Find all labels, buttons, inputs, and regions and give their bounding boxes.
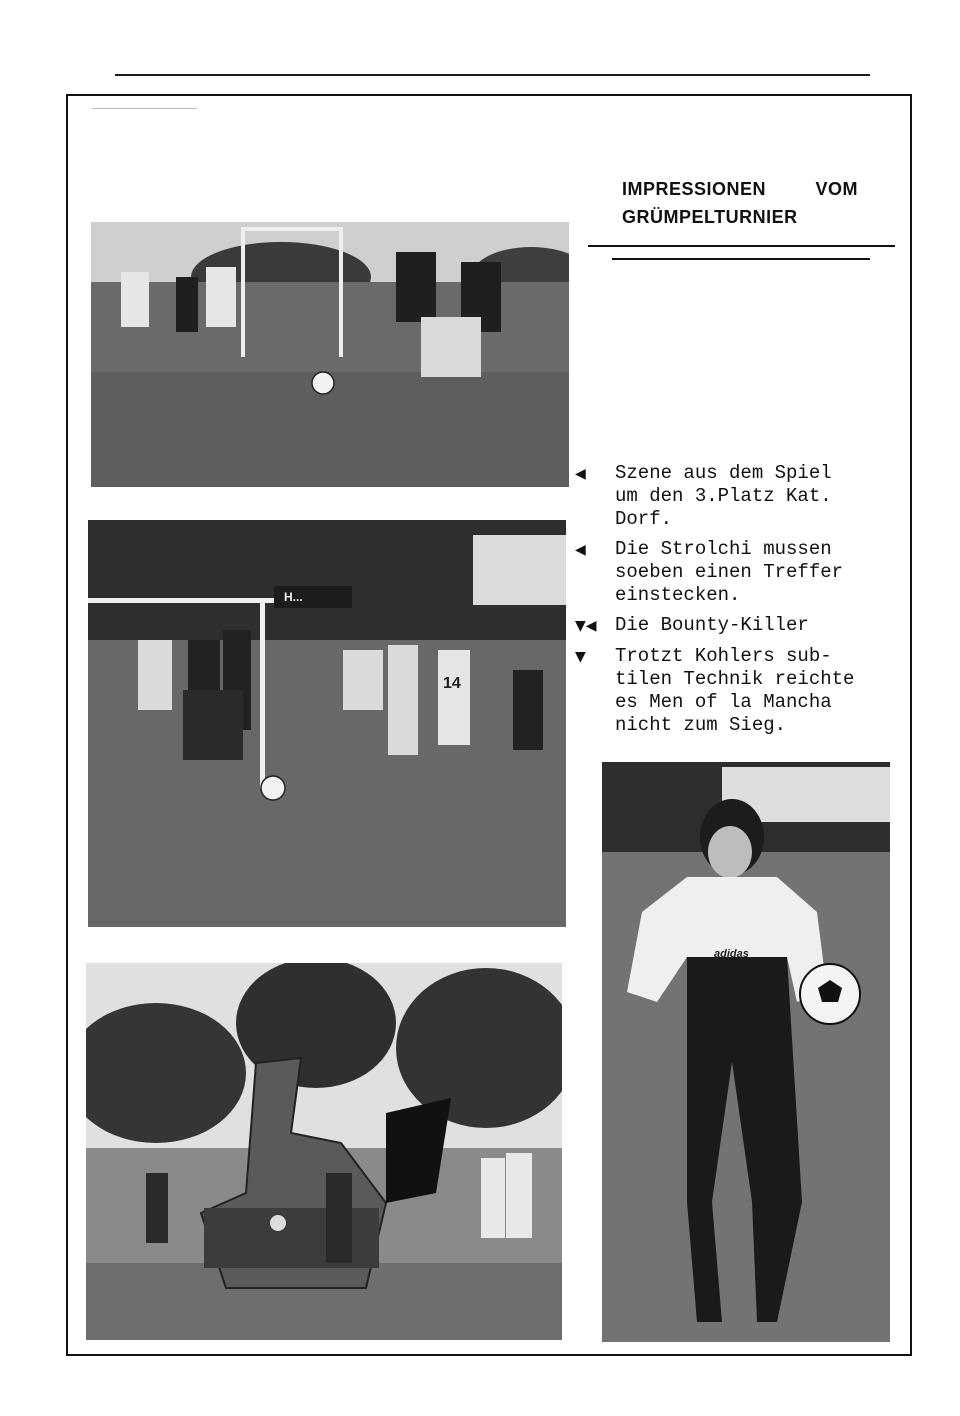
caption-item [575,538,895,607]
article-headline [622,175,867,231]
photo-match-scene [91,222,569,487]
photo-player-juggling [602,762,890,1342]
headline-line-1 [622,175,858,203]
headline-line-2: GRÜMPELTURNIER [622,207,798,227]
photo-pirate-ship [86,963,562,1340]
headline-word-vom: VOM [815,179,858,199]
headline-rule-upper [588,245,895,247]
caption-list [575,462,895,744]
caption-text: Trotzt Kohlers sub- tilen Technik reichte es Men of la Mancha nicht zum Sieg. [615,645,855,736]
down-arrow-icon: ▼ [575,649,586,665]
photo-goal-scene [88,520,566,927]
jersey-number-text: 14 [443,675,461,692]
headline-word-impressionen: IMPRESSIONEN [622,179,767,199]
top-rule [115,74,870,76]
headline-rule-lower [612,258,870,260]
caption-text: Die Strolchi mussen soeben einen Treffer einstecken. [615,538,844,606]
down-left-arrow-icon: ▼◀ [575,618,597,634]
shirt-brand-text: adidas [714,948,749,960]
caption-item [575,645,895,737]
caption-text: Szene aus dem Spiel um den 3.Platz Kat. Dorf. [615,462,832,530]
left-arrow-icon: ◀ [575,542,586,558]
caption-item [575,614,895,638]
photo-sign-text: H... [284,590,303,604]
faint-mark [92,108,197,109]
caption-text: Die Bounty-Killer [615,614,809,636]
left-arrow-icon: ◀ [575,466,586,482]
caption-item [575,462,895,531]
